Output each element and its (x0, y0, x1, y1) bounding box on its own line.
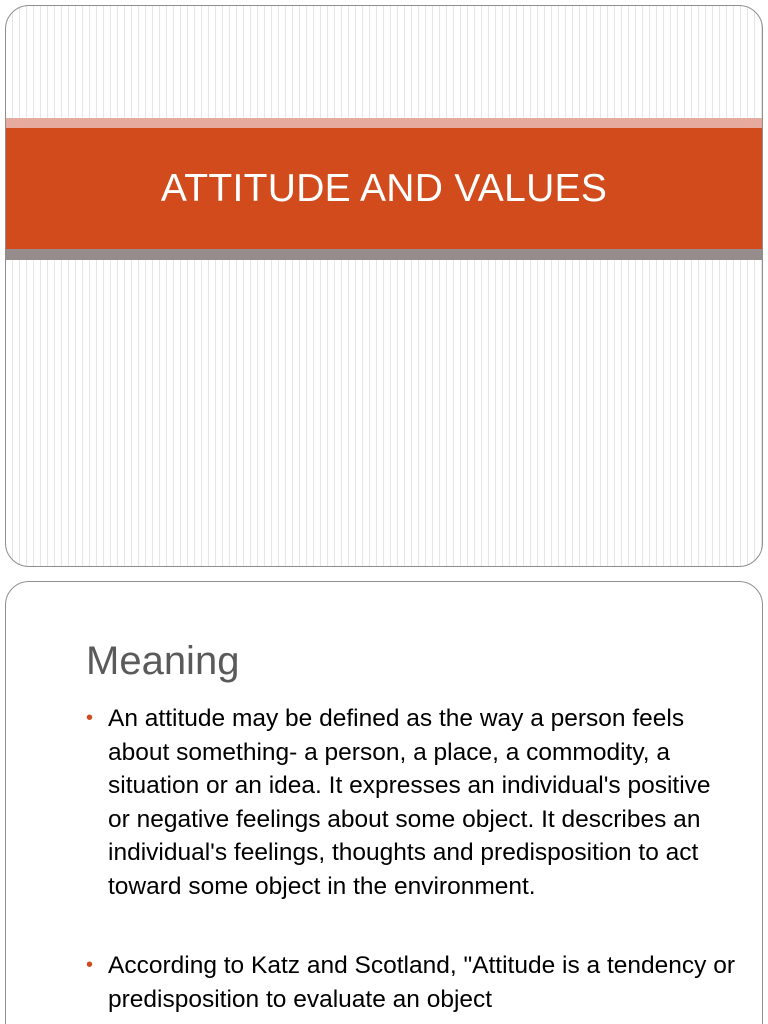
title-slide (5, 5, 763, 567)
bullet-item (86, 702, 736, 903)
bullet-text: According to Katz and Scotland, "Attitude is a tendency or predisposition to evaluate an object (108, 952, 736, 1013)
bullet-marker-icon: • (86, 707, 94, 729)
title-band-bottom-stripe (6, 249, 762, 260)
bullet-list (86, 702, 736, 1016)
bullet-marker-icon: • (86, 954, 94, 976)
slide-title: ATTITUDE AND VALUES (160, 167, 608, 210)
content-slide (5, 581, 763, 1024)
slide-heading: Meaning (86, 639, 240, 683)
title-band-top-stripe (6, 118, 762, 128)
bullet-item (86, 949, 736, 1016)
bullet-text: An attitude may be defined as the way a person feels about something- a person, a place, a commodity, a situation or an idea. It expresses an individual's positive or negative feelings about some object. It describes an individual's feelings, thoughts and predisposition to act toward some object in the environment. (108, 705, 711, 900)
